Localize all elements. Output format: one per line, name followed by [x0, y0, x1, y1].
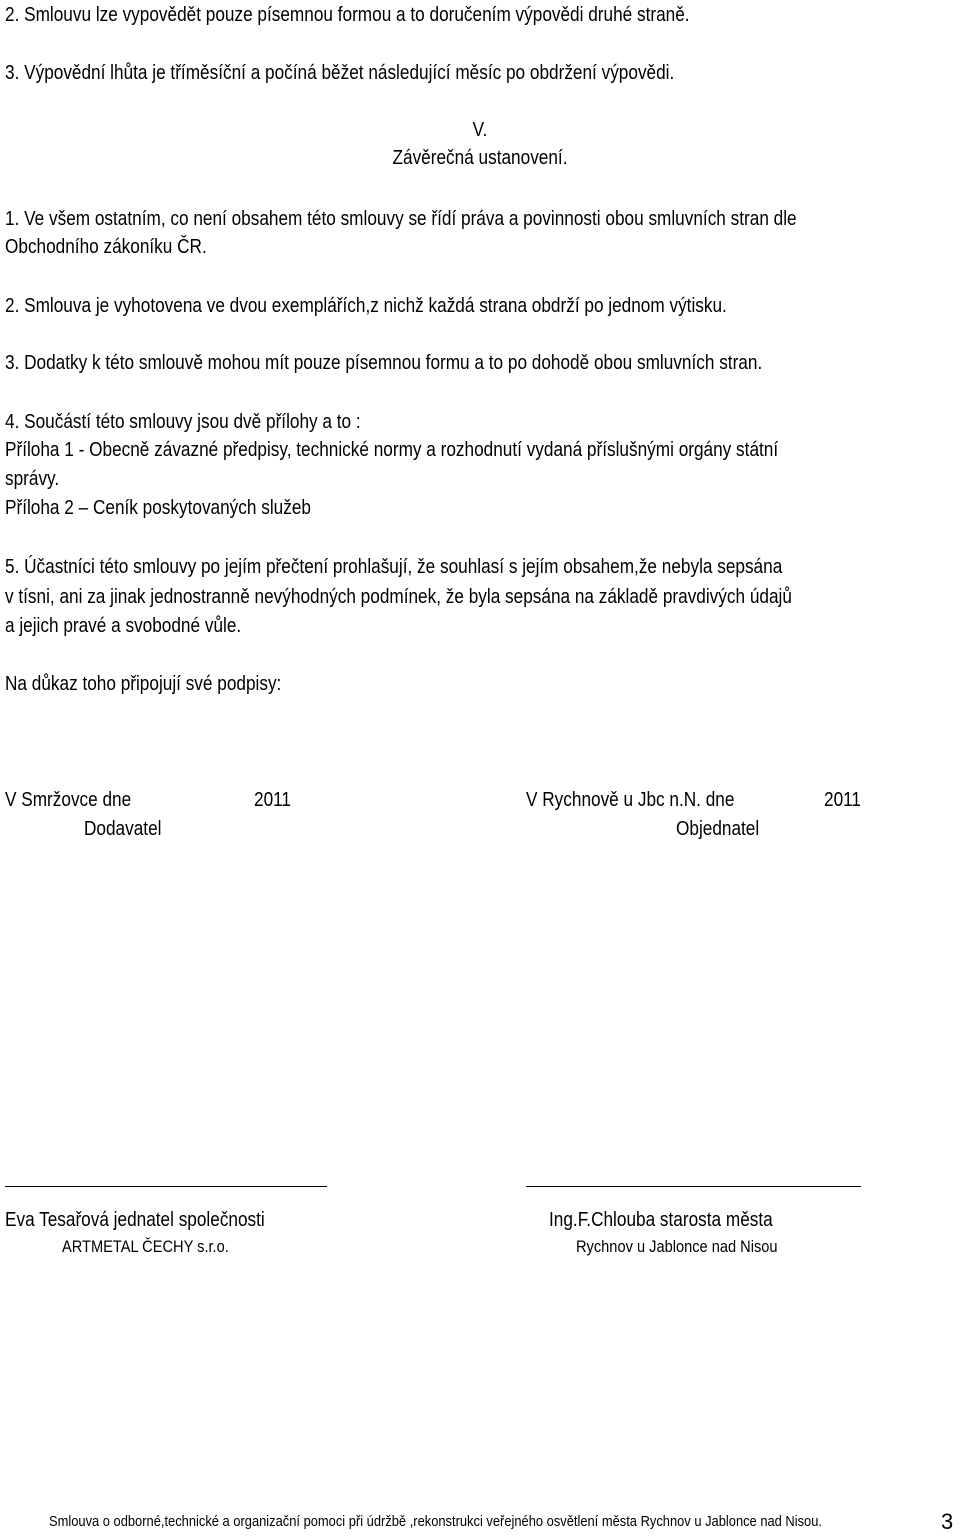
clause-4-line-3: správy.	[5, 468, 60, 490]
section-number: V.	[472, 119, 488, 141]
signatory-left-name: Eva Tesařová jednatel společnosti	[5, 1209, 265, 1231]
signing-place-right: V Rychnově u Jbc n.N. dne	[526, 789, 735, 811]
signature-line-right	[526, 1186, 861, 1187]
signing-place-left: V Smržovce dne	[5, 789, 132, 811]
page-footer: Smlouva o odborné,technické a organizační pomoci při údržbě ,rekonstrukci veřejného osvětlení města Rychnov u Jablonce nad Nisou.	[49, 1513, 822, 1530]
clause-5-line-1: 5. Účastníci této smlouvy po jejím přečtení prohlašují, že souhlasí s jejím obsahem,že nebyla sepsána	[5, 556, 783, 578]
clause-4-line-1: 4. Součástí této smlouvy jsou dvě přílohy a to :	[5, 411, 361, 433]
role-customer: Objednatel	[676, 818, 760, 840]
clause-3: 3. Dodatky k této smlouvě mohou mít pouze písemnou formu a to po dohodě obou smluvních stran.	[5, 352, 763, 374]
role-supplier: Dodavatel	[84, 818, 162, 840]
termination-clause-2: 2. Smlouvu lze vypovědět pouze písemnou formou a to doručením výpovědi druhé straně.	[5, 4, 690, 26]
signing-year-left: 2011	[254, 789, 291, 811]
clause-4-line-4: Příloha 2 – Ceník poskytovaných služeb	[5, 497, 311, 519]
clause-5-line-2: v tísni, ani za jinak jednostranně nevýhodných podmínek, že byla sepsána na základě pravdivých údajů	[5, 586, 792, 608]
clause-1-line-2: Obchodního zákoníku ČR.	[5, 236, 207, 258]
clause-1-line-1: 1. Ve všem ostatním, co není obsahem této smlouvy se řídí práva a povinnosti obou smluvních stran dle	[5, 208, 797, 230]
clause-5-line-3: a jejich pravé a svobodné vůle.	[5, 615, 242, 637]
clause-2: 2. Smlouva je vyhotovena ve dvou exemplářích,z nichž každá strana obdrží po jednom výtisku.	[5, 295, 727, 317]
signature-line-left	[5, 1186, 327, 1187]
page-number: 3	[941, 1509, 954, 1534]
signatory-right-name: Ing.F.Chlouba starosta města	[549, 1209, 773, 1231]
signatory-left-company: ARTMETAL ČECHY s.r.o.	[62, 1237, 229, 1256]
clause-4-line-2: Příloha 1 - Obecně závazné předpisy, technické normy a rozhodnutí vydaná příslušnými orgány státní	[5, 439, 779, 461]
signing-year-right: 2011	[824, 789, 861, 811]
section-title: Závěrečná ustanovení.	[392, 147, 568, 169]
proof-statement: Na důkaz toho připojují své podpisy:	[5, 673, 282, 695]
signatory-right-town: Rychnov u Jablonce nad Nisou	[576, 1237, 778, 1256]
termination-clause-3: 3. Výpovědní lhůta je tříměsíční a počíná běžet následující měsíc po obdržení výpovědi.	[5, 62, 675, 84]
